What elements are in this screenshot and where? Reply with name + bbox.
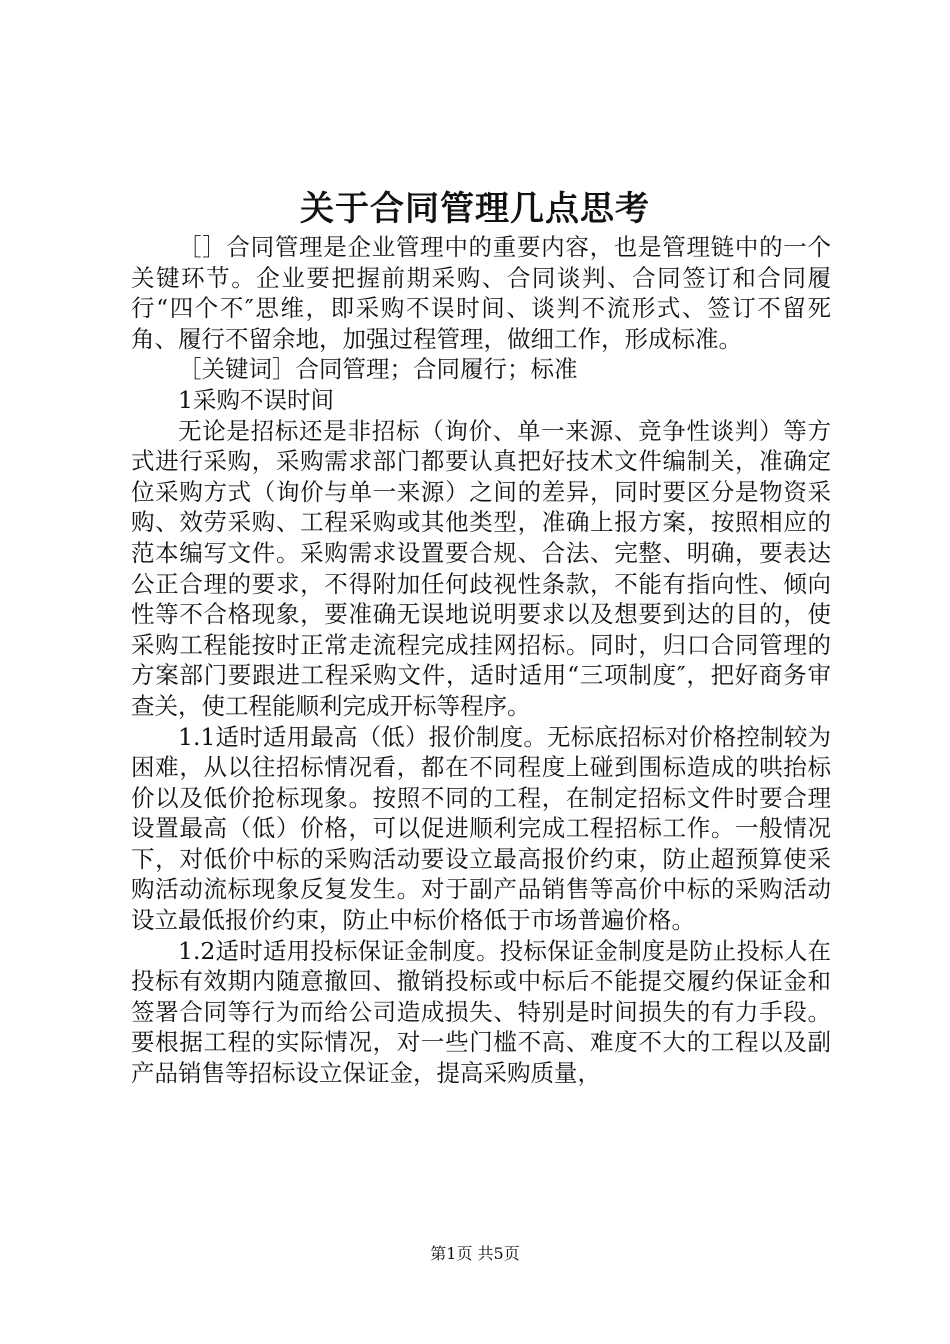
- keywords-paragraph: ［关键词］合同管理；合同履行；标准: [178, 355, 578, 384]
- page-title: 关于合同管理几点思考: [300, 189, 650, 229]
- subsection-paragraph: 1.1适时适用最高（低）报价制度。无标底招标对价格控制较为困难，从以往招标情况看，都在不同程度上碰到围标造成的哄抬标价以及低价抢标现象。按照不同的工程，在制定招标文件时要合理设置最高（低）价格，可以促进顺利完成工程招标工作。一般情况下，对低价中标的采购活动要设立最高报价约束，防止超预算使采购活动流标现象反复发生。对于副产品销售等高价中标的采购活动设立最低报价约束，防止中标价格低于市场普遍价格。: [131, 722, 831, 935]
- abstract-paragraph: ［］合同管理是企业管理中的重要内容，也是管理链中的一个关键环节。企业要把握前期采购、合同谈判、合同签订和合同履行“四个不″思维，即采购不误时间、谈判不流形式、签订不留死角、履行不留余地，加强过程管理，做细工作，形成标准。: [131, 233, 831, 353]
- document-body: [131, 232, 831, 1089]
- subsection-paragraph: 1.2适时适用投标保证金制度。投标保证金制度是防止投标人在投标有效期内随意撤回、撤销投标或中标后不能提交履约保证金和签署合同等行为而给公司造成损失、特别是时间损失的有力手段。要根据工程的实际情况，对一些门槛不高、难度不大的工程以及副产品销售等招标设立保证金，提高采购质量，: [131, 936, 831, 1088]
- section-heading: 1采购不误时间: [178, 385, 334, 414]
- body-paragraph: 无论是招标还是非招标（询价、单一来源、竞争性谈判）等方式进行采购，采购需求部门都要认真把好技术文件编制关，准确定位采购方式（询价与单一来源）之间的差异，同时要区分是物资采购、效劳采购、工程采购或其他类型，准确上报方案，按照相应的范本编写文件。采购需求设置要合规、合法、完整、明确，要表达公正合理的要求，不得附加任何歧视性条款，不能有指向性、倾向性等不合格现象，要准确无误地说明要求以及想要到达的目的，使采购工程能按时正常走流程完成挂网招标。同时，归口合同管理的方案部门要跟进工程采购文件，适时适用“三项制度″，把好商务审查关，使工程能顺利完成开标等程序。: [131, 416, 831, 720]
- page-number: 第1页 共5页: [430, 1244, 520, 1263]
